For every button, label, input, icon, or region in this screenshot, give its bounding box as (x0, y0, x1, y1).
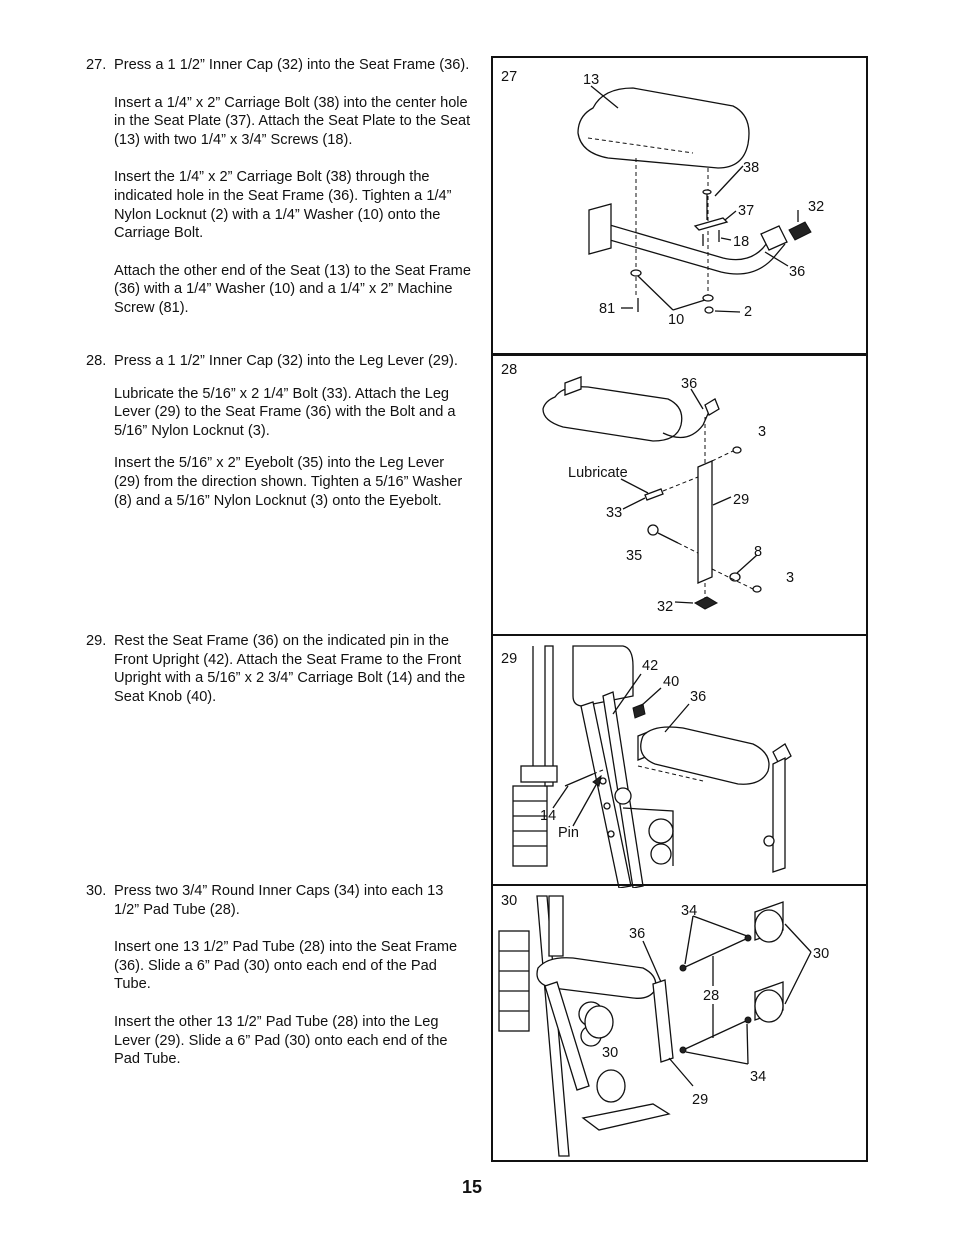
step-number: 27. (86, 57, 107, 73)
leader-line (721, 238, 731, 240)
figure-30-panel (491, 884, 868, 1162)
pad-tube (683, 938, 748, 968)
washer (730, 573, 740, 581)
part-label: 13 (583, 72, 600, 88)
locknut (753, 586, 761, 592)
eyebolt-eye (648, 525, 658, 535)
inner-cap (695, 597, 717, 609)
figure-30-illustration (493, 886, 870, 1164)
leader-line (747, 1024, 748, 1064)
step-paragraph: Insert the 1/4” x 2” Carriage Bolt (38) through the indicated hole in the Seat Frame (36). Tighten a 1/4” Nylon Locknut (2) with a 1/4” Washer (10) onto the Carriage Bolt. (114, 169, 452, 242)
weight-stack (499, 931, 529, 1031)
part-label: Pin (558, 825, 579, 841)
seat-cushion (641, 727, 769, 784)
step-30 (86, 882, 472, 1088)
figure-28-illustration (493, 355, 870, 638)
part-label: 37 (738, 203, 755, 219)
seat-frame-end (705, 399, 719, 415)
guide-line (712, 451, 733, 461)
leader-line (685, 916, 693, 964)
round-inner-cap (745, 1017, 751, 1023)
figure-27-illustration (493, 58, 870, 358)
leader-line (715, 311, 740, 312)
part-label: 34 (750, 1069, 767, 1085)
part-label: Lubricate (568, 465, 628, 481)
step-paragraph: Lubricate the 5/16” x 2 1/4” Bolt (33). Attach the Leg Lever (29) to the Seat Frame (36) with the Bolt and a 5/16” Nylon Locknut (3). (114, 385, 456, 439)
weight-plates (513, 786, 547, 866)
seat-cushion (578, 88, 749, 168)
step-paragraph: Rest the Seat Frame (36) on the indicated pin in the Front Upright (42). Attach the Seat Frame to the Front Upright with a 5/16” x 2 3/4” Carriage Bolt (14) and the Seat Knob (40). (114, 633, 466, 705)
locknut (733, 447, 741, 453)
inner-cap (789, 222, 811, 240)
part-label: 42 (642, 658, 659, 674)
step-paragraph: Press a 1 1/2” Inner Cap (32) into the Seat Frame (36). (114, 57, 470, 73)
part-label: 35 (626, 548, 643, 564)
step-paragraph: Press a 1 1/2” Inner Cap (32) into the Leg Lever (29). (114, 353, 458, 369)
pad (597, 1070, 625, 1102)
seat-knob (633, 704, 645, 718)
leader-line (638, 276, 673, 310)
bolt (645, 489, 663, 500)
leader-line (623, 498, 645, 509)
part-label: 33 (606, 505, 623, 521)
part-label: 10 (668, 312, 685, 328)
part-label: 36 (789, 264, 806, 280)
backrest (549, 896, 563, 956)
pad (755, 902, 783, 942)
step-27 (86, 56, 472, 337)
seat-frame-bracket (589, 204, 611, 254)
leader-line (785, 924, 811, 952)
part-label: 3 (786, 570, 795, 586)
weight-plates (499, 931, 529, 1031)
figure-29-panel (491, 634, 868, 886)
seat-cushion (543, 387, 682, 441)
figure-number: 29 (501, 651, 518, 667)
step-29 (86, 632, 472, 725)
foot-plate (583, 1104, 669, 1130)
page-number: 15 (462, 1177, 483, 1197)
pad (755, 982, 783, 1022)
figure-28-panel (491, 353, 868, 636)
step-paragraph: Insert the 5/16” x 2” Eyebolt (35) into the Leg Lever (29) from the direction shown. Tighten a 5/16” Washer (8) and a 5/16” Nylon Locknut (3) onto the Eyebolt. (114, 455, 463, 509)
step-paragraph: Attach the other end of the Seat (13) to the Seat Frame (36) with a 1/4” Washer (10) and a 1/4” x 2” Machine Screw (81). (114, 262, 471, 316)
guide-line (663, 477, 698, 491)
pulley (649, 819, 673, 843)
part-label: 32 (657, 599, 674, 615)
leg-lever (653, 980, 673, 1062)
seat-frame-bottom (603, 238, 785, 274)
leader-line (641, 688, 661, 706)
bolt-head (703, 190, 711, 194)
leader-line (785, 952, 811, 1004)
carriage-bolt (565, 774, 593, 786)
frame-hole (608, 831, 614, 837)
step-paragraph: Insert a 1/4” x 2” Carriage Bolt (38) into the center hole in the Seat Plate (37). Attach the Seat Plate to the Seat (13) with two 1/4” x 3/4” Screws (18). (114, 94, 471, 148)
part-label: 32 (808, 199, 825, 215)
part-label: 30 (602, 1045, 619, 1061)
step-paragraph: Insert one 13 1/2” Pad Tube (28) into the Seat Frame (36). Slide a 6” Pad (30) onto each end of the Pad Tube. (114, 939, 458, 993)
leader-line (713, 497, 731, 505)
step-number: 28. (86, 353, 107, 369)
part-label: 36 (690, 689, 707, 705)
pulley (615, 788, 631, 804)
part-label: 14 (540, 808, 557, 824)
leader-line (686, 1052, 748, 1064)
figure-27-panel (491, 56, 868, 356)
top-plate (521, 766, 557, 782)
round-inner-cap (680, 1047, 686, 1053)
seat-plate (695, 218, 727, 230)
seat-frame-top (603, 223, 775, 260)
part-label: 2 (744, 304, 753, 320)
figure-number: 27 (501, 69, 518, 85)
step-paragraph: Press two 3/4” Round Inner Caps (34) into each 13 1/2” Pad Tube (28). (114, 883, 444, 918)
part-label: 36 (681, 376, 698, 392)
part-label: 36 (629, 926, 646, 942)
step-number: 30. (86, 883, 107, 899)
part-label: 30 (813, 946, 830, 962)
leader-line (725, 211, 736, 220)
leader-line (691, 389, 703, 409)
frame-hole (604, 803, 610, 809)
part-label: 3 (758, 424, 767, 440)
locknut (705, 307, 713, 313)
eyebolt (764, 836, 774, 846)
leader-line (621, 479, 648, 493)
washer (631, 270, 641, 276)
pulley (651, 844, 671, 864)
round-inner-cap (680, 965, 686, 971)
part-label: 40 (663, 674, 680, 690)
leader-line (715, 166, 743, 196)
guide-line (712, 569, 753, 589)
part-label: 28 (703, 988, 720, 1004)
part-label: 18 (733, 234, 750, 250)
guide-rod (545, 646, 553, 786)
leader-line (673, 300, 705, 310)
pad-tube (683, 1020, 748, 1050)
figure-number: 28 (501, 362, 518, 378)
leg-lever (698, 461, 712, 583)
figure-29-illustration (493, 636, 870, 888)
part-label: 38 (743, 160, 760, 176)
leader-line (669, 1058, 693, 1086)
leader-line (675, 602, 693, 603)
part-label: 34 (681, 903, 698, 919)
pad (585, 1006, 613, 1038)
part-label: 81 (599, 301, 616, 317)
step-paragraph: Insert the other 13 1/2” Pad Tube (28) into the Leg Lever (29). Slide a 6” Pad (30) onto each end of the Pad Tube. (114, 1013, 448, 1068)
step-28 (86, 352, 472, 529)
weight-stack (513, 786, 547, 866)
eyebolt-shaft (658, 533, 678, 543)
leader-line (553, 786, 568, 808)
part-label: 8 (754, 544, 763, 560)
step-number: 29. (86, 633, 107, 649)
part-label: 29 (692, 1092, 709, 1108)
part-label: 29 (733, 492, 750, 508)
leader-line (693, 916, 747, 936)
guide-line (678, 543, 698, 553)
figure-number: 30 (501, 893, 518, 909)
leg-lever (773, 758, 785, 872)
